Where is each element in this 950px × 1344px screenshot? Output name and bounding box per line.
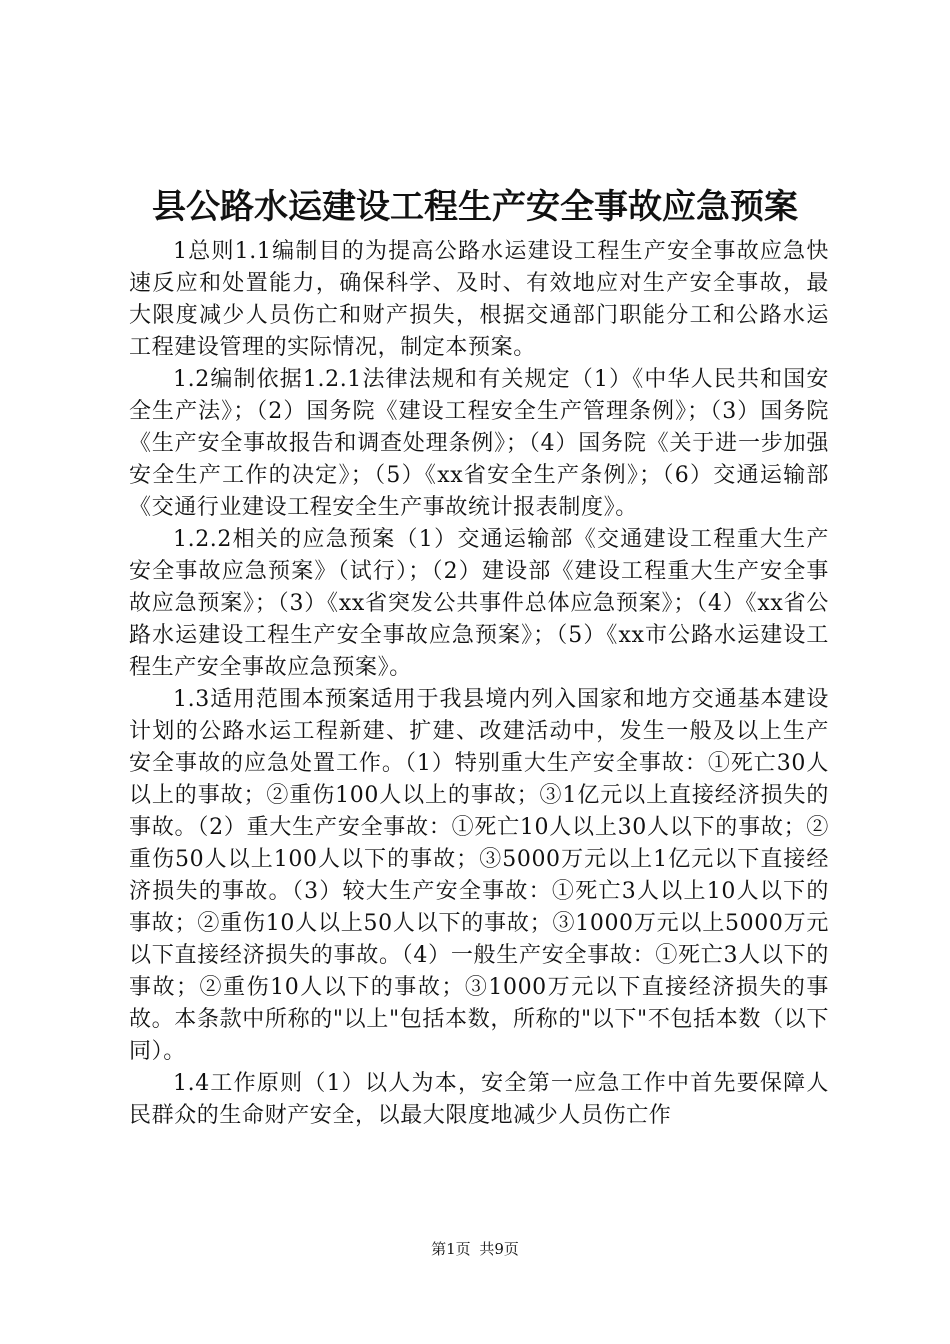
document-title: 县公路水运建设工程生产安全事故应急预案 — [152, 187, 798, 227]
paragraph-related-plans: 1.2.2相关的应急预案（1）交通运输部《交通建设工程重大生产安全事故应急预案》（试行）；（2）建设部《建设工程重大生产安全事故应急预案》；（3）《xx省突发公共事件总体应急预案》；（4）《xx省公路水运建设工程生产安全事故应急预案》；（5）《xx市公路水运建设工程生产安全事故应急预案》。 — [129, 527, 829, 680]
page-footer — [0, 1238, 950, 1260]
page-total: 共9页 — [479, 1240, 519, 1258]
page-number: 第1页 — [431, 1240, 471, 1258]
paragraph-principles: 1.4工作原则（1）以人为本，安全第一应急工作中首先要保障人民群众的生命财产安全，以最大限度地减少人员伤亡作 — [129, 1071, 829, 1128]
paragraph-scope: 1.3适用范围本预案适用于我县境内列入国家和地方交通基本建设计划的公路水运工程新建、扩建、改建活动中，发生一般及以上生产安全事故的应急处置工作。（1）特别重大生产安全事故：①死亡30人以上的事故；②重伤100人以上的事故；③1亿元以上直接经济损失的事故。（2）重大生产安全事故：①死亡10人以上30人以下的事故；②重伤50人以上100人以下的事故；③5000万元以上1亿元以下直接经济损失的事故。（3）较大生产安全事故：①死亡3人以上10人以下的事故；②重伤10人以上50人以下的事故；③1000万元以上5000万元以下直接经济损失的事故。（4）一般生产安全事故：①死亡3人以下的事故；②重伤10人以下的事故；③1000万元以下直接经济损失的事故。本条款中所称的"以上"包括本数，所称的"以下"不包括本数（以下同）。 — [129, 687, 829, 1064]
paragraph-basis-laws: 1.2编制依据1.2.1法律法规和有关规定（1）《中华人民共和国安全生产法》；（2）国务院《建设工程安全生产管理条例》；（3）国务院《生产安全事故报告和调查处理条例》；（4）国务院《关于进一步加强安全生产工作的决定》；（5）《xx省安全生产条例》；（6）交通运输部《交通行业建设工程安全生产事故统计报表制度》。 — [129, 367, 829, 520]
document-body — [129, 236, 829, 1132]
paragraph-general-purpose: 1总则1.1编制目的为提高公路水运建设工程生产安全事故应急快速反应和处置能力，确保科学、及时、有效地应对生产安全事故，最大限度减少人员伤亡和财产损失，根据交通部门职能分工和公路水运工程建设管理的实际情况，制定本预案。 — [129, 239, 829, 360]
